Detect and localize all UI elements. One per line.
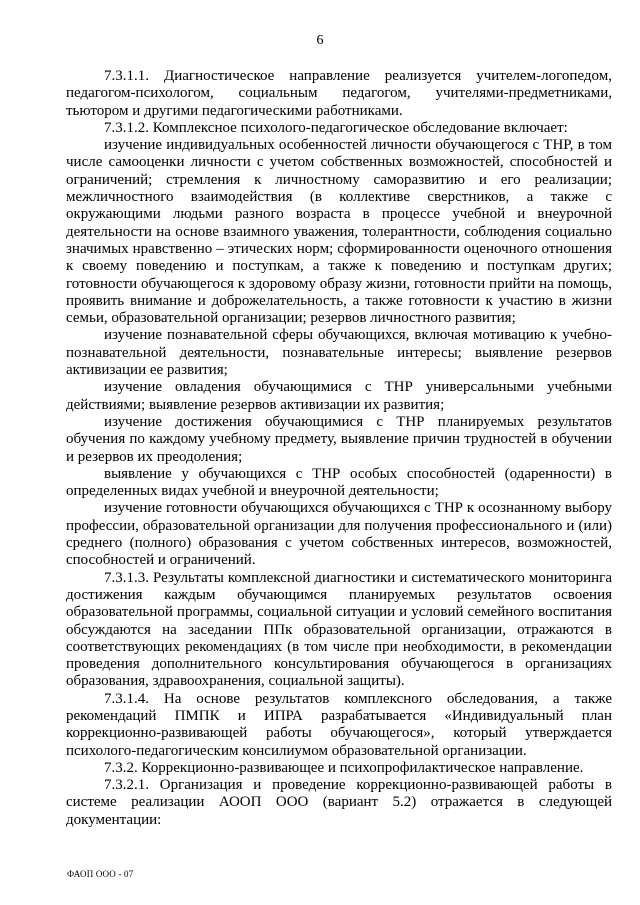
paragraph-7-3-1-2: 7.3.1.2. Комплексное психолого-педагогическое обследование включает: xyxy=(104,119,568,136)
paragraph-giftedness: выявление у обучающихся с ТНР особых способностей (одаренности) в определенных видах учебной и внеурочной деятельности; xyxy=(66,465,612,500)
paragraph-7-3-2: 7.3.2. Коррекционно-развивающее и психопрофилактическое направление. xyxy=(104,759,584,776)
document-body xyxy=(66,68,612,829)
paragraph-7-3-1-4: 7.3.1.4. На основе результатов комплексного обследования, а также рекомендаций ПМПК и ИПРА разрабатывается «Индивидуальный план коррекционно-развивающей работы обучающегося», который утверждается психолого-педагогическим консилиумом образовательной организации. xyxy=(66,690,612,759)
paragraph-personality-study: изучение индивидуальных особенностей личности обучающегося с ТНР, в том числе самооценки личности с учетом собственных возможностей, способностей и ограничений; стремления к личностному саморазвитию и его реализации; межличностного взаимодействия (в коллективе сверстников, а также с окружающими людьми разного возраста в процессе учебной и внеурочной деятельности на основе взаимного уважения, толерантности, соблюдения социально значимых нравственно – этических норм; сформированности оценочного отношения к своему поведению и поступкам, а также к поведению и поступкам других; готовности обучающегося к здоровому образу жизни, готовности прийти на помощь, проявить внимание и доброжелательность, а также готовности к участию в жизни семьи, образовательной организации; резервов личностного развития; xyxy=(66,137,612,327)
paragraph-results-study: изучение достижения обучающимися с ТНР планируемых результатов обучения по каждому учебному предмету, выявление причин трудностей в обучении и резервов их преодоления; xyxy=(66,413,612,465)
paragraph-7-3-1-1: 7.3.1.1. Диагностическое направление реализуется учителем-логопедом, педагогом-психологом, социальным педагогом, учителями-предметниками, тьютором и другими педагогическими работниками. xyxy=(66,68,612,119)
paragraph-7-3-1-3: 7.3.1.3. Результаты комплексной диагностики и систематического мониторинга достижения каждым обучающимся планируемых результатов освоения образовательной программы, социальной ситуации и условий семейного воспитания обсуждаются на заседании ППк образовательной организации, отражаются в соответствующих рекомендациях (в том числе при необходимости, в рекомендации проведения дополнительного консультирования обучающегося в организациях образования, здравоохранения, социальной защиты). xyxy=(66,569,612,690)
paragraph-cognitive-study: изучение познавательной сферы обучающихся, включая мотивацию к учебно-познавательной деятельности, познавательные интересы; выявление резервов активизации ее развития; xyxy=(66,327,612,379)
paragraph-learning-actions-study: изучение овладения обучающимися с ТНР универсальными учебными действиями; выявление резервов активизации их развития; xyxy=(66,379,612,413)
paragraph-career-readiness: изучение готовности обучающихся обучающихся с ТНР к осознанному выбору профессии, образовательной организации для получения профессионального и (или) среднего (полного) образования с учетом собственных интересов, возможностей, способностей и ограничений. xyxy=(66,500,612,569)
paragraph-7-3-2-1: 7.3.2.1. Организация и проведение коррекционно-развивающей работы в системе реализации АООП ООО (вариант 5.2) отражается в следующей документации: xyxy=(66,777,612,828)
footer-document-code: ФАОП ООО - 07 xyxy=(67,869,134,879)
page-number: 6 xyxy=(316,33,324,48)
